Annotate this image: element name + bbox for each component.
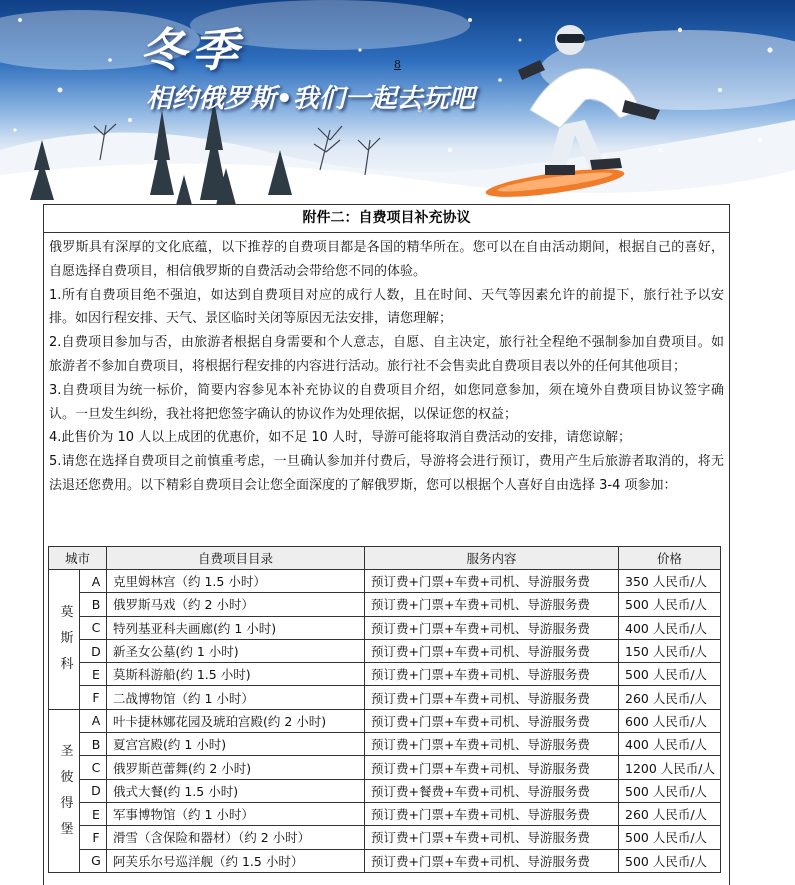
price-cell: 260 人民币/人: [619, 802, 721, 825]
item-name-cell: 俄式大餐(约 1.5 小时): [107, 779, 365, 802]
item-name-cell: 夏宫宫殿(约 1 小时): [107, 733, 365, 756]
item-name-cell: 特列基亚科夫画廊(约 1 小时): [107, 616, 365, 639]
service-cell: 预订费+门票+车费+司机、导游服务费: [365, 593, 619, 616]
service-cell: 预订费+门票+车费+司机、导游服务费: [365, 709, 619, 732]
price-cell: 500 人民币/人: [619, 663, 721, 686]
price-cell: 600 人民币/人: [619, 709, 721, 732]
table-row: [49, 639, 721, 662]
banner: [0, 0, 795, 205]
item-name-cell: 俄罗斯芭蕾舞(约 2 小时): [107, 756, 365, 779]
banner-subtitle: 相约俄罗斯•我们一起去玩吧: [146, 84, 475, 114]
banner-title: 冬季: [140, 23, 244, 77]
table-row: [49, 616, 721, 639]
service-cell: 预订费+门票+车费+司机、导游服务费: [365, 616, 619, 639]
price-cell: 260 人民币/人: [619, 686, 721, 709]
clause-2: 2.自费项目参加与否，由旅游者根据自身需要和个人意志，自愿、自主决定，旅行社全程绝不强制参加自费项目。如旅游者不参加自费项目，将根据行程安排的内容进行活动。旅行社不会售卖此自费项目表以外的任何其他项目；: [49, 335, 724, 374]
optional-items-table: [48, 546, 721, 873]
item-code-cell: D: [80, 779, 107, 802]
price-cell: 150 人民币/人: [619, 639, 721, 662]
document-title: 附件二：自费项目补充协议: [44, 205, 729, 233]
service-cell: 预订费+门票+车费+司机、导游服务费: [365, 756, 619, 779]
item-code-cell: F: [80, 686, 107, 709]
table-row: [49, 709, 721, 732]
price-cell: 400 人民币/人: [619, 616, 721, 639]
item-name-cell: 滑雪（含保险和器材）（约 2 小时）: [107, 826, 365, 849]
item-name-cell: 克里姆林宫（约 1.5 小时）: [107, 570, 365, 593]
price-cell: 1200 人民币/人: [619, 756, 721, 779]
service-cell: 预订费+门票+车费+司机、导游服务费: [365, 570, 619, 593]
item-code-cell: B: [80, 733, 107, 756]
item-code-cell: D: [80, 639, 107, 662]
item-code-cell: F: [80, 826, 107, 849]
table-row: [49, 826, 721, 849]
item-code-cell: G: [80, 849, 107, 872]
header-service: 服务内容: [365, 547, 619, 570]
header-item: 自费项目目录: [107, 547, 365, 570]
item-name-cell: 莫斯科游船(约 1.5 小时): [107, 663, 365, 686]
service-cell: 预订费+门票+车费+司机、导游服务费: [365, 826, 619, 849]
price-cell: 500 人民币/人: [619, 593, 721, 616]
price-cell: 350 人民币/人: [619, 570, 721, 593]
table-row: [49, 756, 721, 779]
price-cell: 500 人民币/人: [619, 849, 721, 872]
service-cell: 预订费+门票+车费+司机、导游服务费: [365, 639, 619, 662]
price-cell: 500 人民币/人: [619, 779, 721, 802]
service-cell: 预订费+门票+车费+司机、导游服务费: [365, 802, 619, 825]
clause-3: 3.自费项目为统一标价，简要内容参见本补充协议的自费项目介绍，如您同意参加，须在境外自费项目协议签字确认。一旦发生纠纷，我社将把您签字确认的协议作为处理依据，以保证您的权益；: [49, 382, 724, 422]
item-name-cell: 俄罗斯马戏（约 2 小时）: [107, 593, 365, 616]
page-number: 8: [394, 58, 401, 71]
table-row: [49, 802, 721, 825]
service-cell: 预订费+餐费+车费+司机、导游服务费: [365, 779, 619, 802]
header-city: 城市: [49, 547, 107, 570]
item-name-cell: 新圣女公墓(约 1 小时): [107, 639, 365, 662]
item-name-cell: 阿芙乐尔号巡洋舰（约 1.5 小时）: [107, 849, 365, 872]
clause-5: 5.请您在选择自费项目之前慎重考虑，一旦确认参加并付费后，导游将会进行预订，费用产生后旅游者取消的，将无法退还您费用。以下精彩自费项目会让您全面深度的了解俄罗斯，您可以根据个人喜好自由选择 3-4 项参加：: [49, 454, 724, 493]
header-price: 价格: [619, 547, 721, 570]
service-cell: 预订费+门票+车费+司机、导游服务费: [365, 663, 619, 686]
table-row: [49, 779, 721, 802]
item-code-cell: A: [80, 709, 107, 732]
item-name-cell: 军事博物馆（约 1 小时）: [107, 802, 365, 825]
table-header-row: [49, 547, 721, 570]
item-code-cell: C: [80, 616, 107, 639]
item-code-cell: E: [80, 802, 107, 825]
item-name-cell: 二战博物馆（约 1 小时）: [107, 686, 365, 709]
item-code-cell: B: [80, 593, 107, 616]
service-cell: 预订费+门票+车费+司机、导游服务费: [365, 733, 619, 756]
table-row: [49, 733, 721, 756]
city-cell: 圣 彼 得 堡: [49, 709, 80, 872]
table-row: [49, 593, 721, 616]
item-name-cell: 叶卡捷林娜花园及琥珀宫殿(约 2 小时): [107, 709, 365, 732]
table-row: [49, 570, 721, 593]
service-cell: 预订费+门票+车费+司机、导游服务费: [365, 849, 619, 872]
price-cell: 500 人民币/人: [619, 826, 721, 849]
item-code-cell: A: [80, 570, 107, 593]
document-body: [44, 233, 729, 498]
clause-1: 1.所有自费项目绝不强迫，如达到自费项目对应的成行人数，且在时间、天气等因素允许的前提下，旅行社予以安排。如因行程安排、天气、景区临时关闭等原因无法安排，请您理解；: [49, 287, 724, 327]
table-row: [49, 686, 721, 709]
table-row: [49, 849, 721, 872]
price-cell: 400 人民币/人: [619, 733, 721, 756]
city-cell: 莫 斯 科: [49, 570, 80, 710]
service-cell: 预订费+门票+车费+司机、导游服务费: [365, 686, 619, 709]
intro-paragraph: 俄罗斯具有深厚的文化底蕴，以下推荐的自费项目都是各国的精华所在。您可以在自由活动期间，根据自己的喜好，自愿选择自费项目，相信俄罗斯的自费活动会带给您不同的体验。: [49, 240, 724, 279]
clause-4: 4.此售价为 10 人以上成团的优惠价，如不足 10 人时，导游可能将取消自费活动的安排，请您谅解；: [49, 430, 632, 446]
agreement-document: [43, 204, 730, 885]
item-code-cell: E: [80, 663, 107, 686]
item-code-cell: C: [80, 756, 107, 779]
table-row: [49, 663, 721, 686]
